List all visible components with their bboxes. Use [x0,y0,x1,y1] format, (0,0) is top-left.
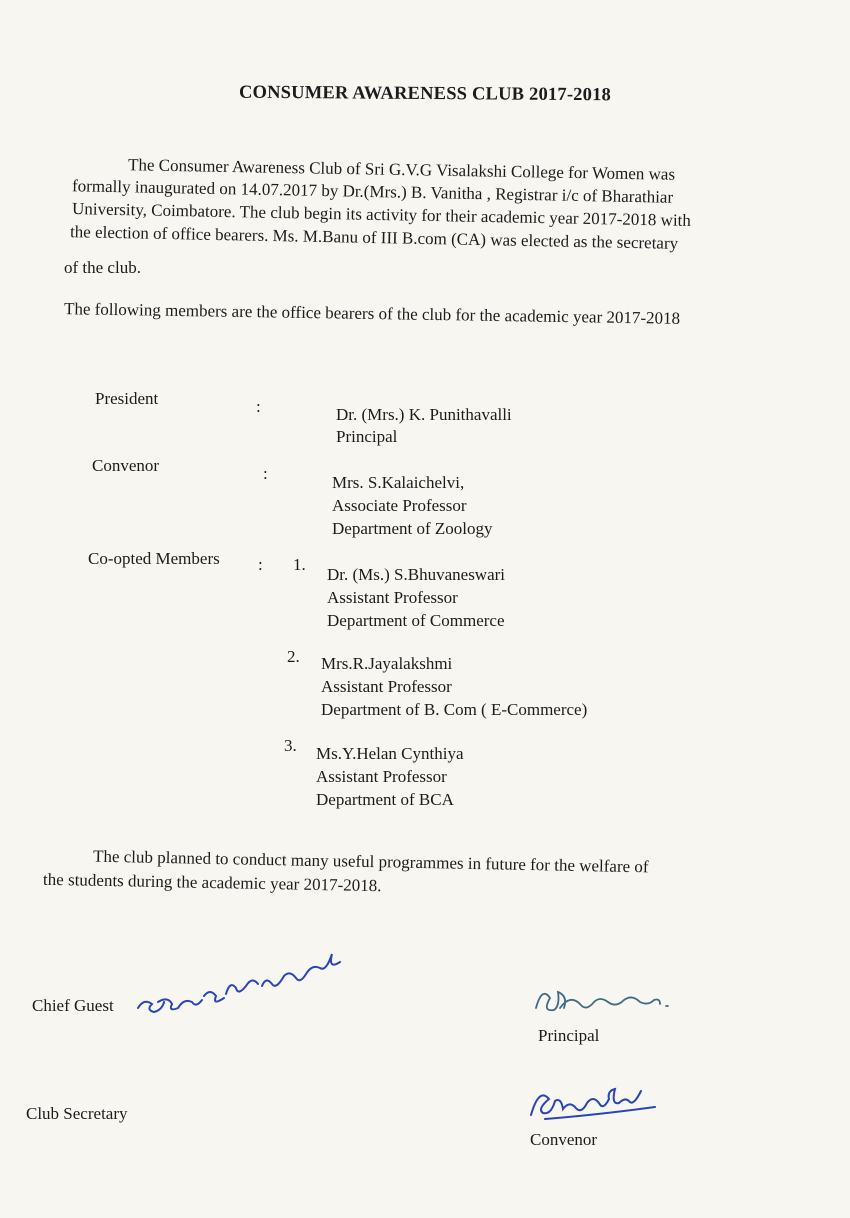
intro-line: University, Coimbatore. The club begin its activity for their academic year 2017-2018 with [71,199,692,230]
convenor-name: Mrs. S.Kalaichelvi, [332,473,465,492]
intro-line: The Consumer Awareness Club of Sri G.V.G Visalakshi College for Women was [127,155,676,184]
coopted-member-2 [321,652,587,721]
coopted-member-1 [327,563,505,632]
convenor-label: Convenor [530,1130,598,1149]
president-name: Dr. (Mrs.) K. Punithavalli [336,405,512,424]
principal-label: Principal [538,1026,600,1045]
member-name: Mrs.R.Jayalakshmi [321,654,453,673]
convenor-department: Department of Zoology [332,519,493,538]
convenor-designation: Associate Professor [332,496,467,515]
convenor-details [332,471,493,540]
role-president: President [95,389,159,408]
member-number: 1. [293,555,306,574]
member-number: 2. [287,647,300,666]
principal-signature [530,978,690,1028]
member-name: Dr. (Ms.) S.Bhuvaneswari [327,565,506,584]
convenor-signature [525,1075,675,1130]
chief-guest-signature [130,950,360,1020]
colon: : [258,555,263,574]
member-number: 3. [284,736,297,755]
role-coopted-members: Co-opted Members [88,549,220,568]
president-designation: Principal [336,427,398,446]
member-designation: Assistant Professor [327,588,458,607]
role-convenor: Convenor [92,456,160,475]
member-designation: Assistant Professor [316,767,447,786]
member-designation: Assistant Professor [321,677,452,696]
intro-line: the election of office bearers. Ms. M.Banu of III B.com (CA) was elected as the secretary [69,222,679,253]
member-name: Ms.Y.Helan Cynthiya [316,744,464,763]
colon: : [256,397,261,416]
coopted-member-3 [316,742,464,811]
member-department: Department of B. Com ( E-Commerce) [321,700,588,719]
members-intro: The following members are the office bearers of the club for the academic year 2017-2018 [63,299,681,328]
intro-line: of the club. [64,258,141,277]
member-department: Department of Commerce [327,611,505,630]
closing-line: the students during the academic year 2017-2018. [42,869,382,896]
closing-line: The club planned to conduct many useful programmes in future for the welfare of [92,846,649,877]
president-details [336,404,512,448]
chief-guest-label: Chief Guest [32,996,114,1015]
intro-line: formally inaugurated on 14.07.2017 by Dr.(Mrs.) B. Vanitha , Registrar i/c of Bharathiar [71,176,674,207]
colon: : [263,464,268,483]
member-department: Department of BCA [316,790,454,809]
document-title: CONSUMER AWARENESS CLUB 2017-2018 [238,82,612,106]
club-secretary-label: Club Secretary [26,1104,128,1123]
